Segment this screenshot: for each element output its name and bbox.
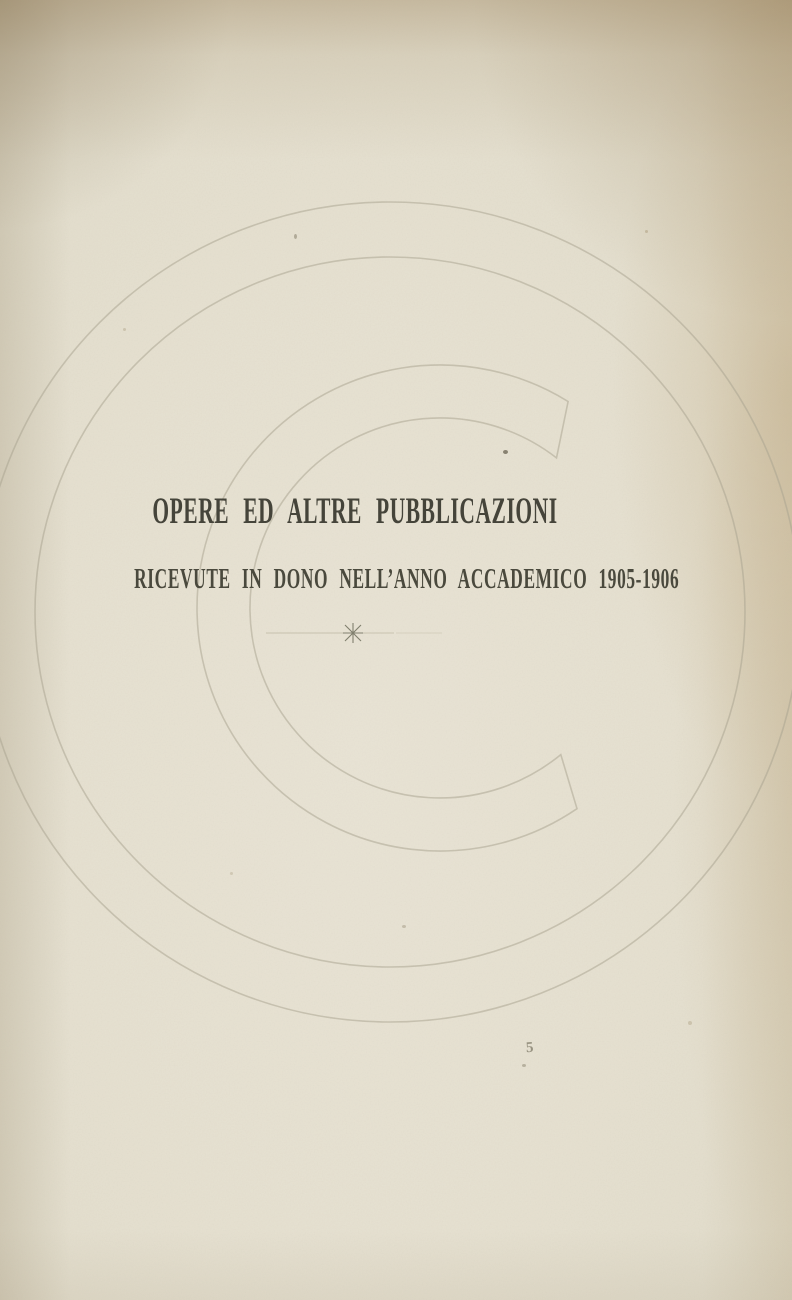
page-title: OPERE ED ALTRE PUBBLICAZIONI xyxy=(152,491,558,532)
signature-mark: 5 xyxy=(525,1039,535,1057)
paper-speck xyxy=(123,328,126,331)
page-subtitle: RICEVUTE IN DONO NELL’ANNO ACCADEMICO 1905-1906 xyxy=(134,564,680,595)
paper-speck xyxy=(645,230,648,233)
paper-speck xyxy=(230,872,233,875)
eight-ray-asterisk-icon xyxy=(343,623,363,643)
paper-speck xyxy=(294,234,297,239)
paper-speck xyxy=(688,1021,692,1025)
paper-speck xyxy=(522,1064,526,1067)
paper-speck xyxy=(402,925,406,928)
ornament-rule xyxy=(264,621,446,645)
paper-speck xyxy=(503,450,508,454)
